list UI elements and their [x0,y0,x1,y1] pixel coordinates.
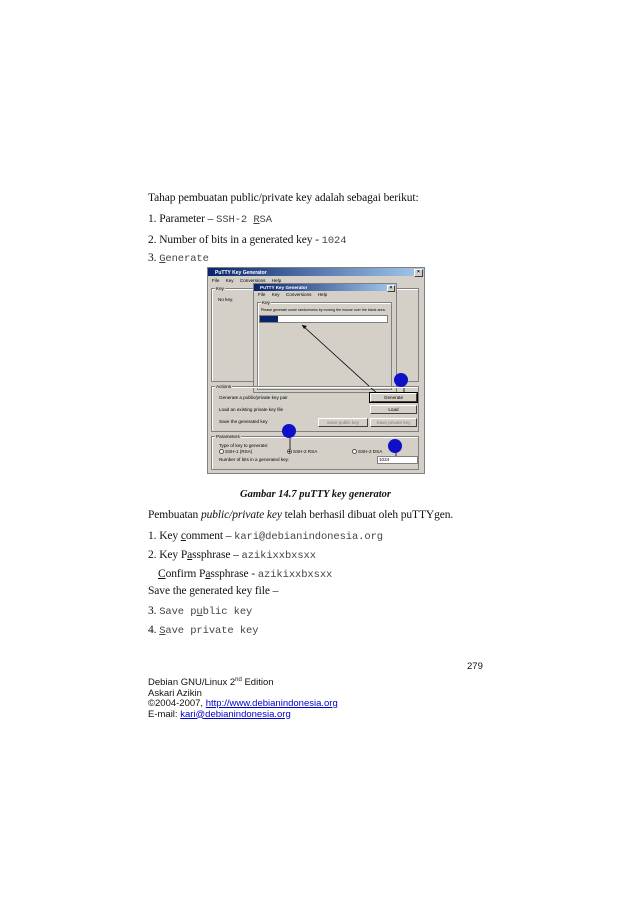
radio-ssh2-rsa[interactable]: SSH-2 RSA [287,449,317,454]
step-generate-value: Generate [159,253,209,265]
step-generate: 3. Generate [148,252,209,265]
footer-author: Askari Azikin [148,687,202,699]
save-public-value: Save public key [159,606,253,618]
menu-help[interactable]: Help [271,278,282,283]
actions-group-label: Actions [216,384,232,389]
parameters-group [211,436,419,470]
save-public-line: 3. Save public key [148,605,253,618]
inner-menu-conversions[interactable]: Conversions [285,292,312,297]
radio-ssh1[interactable]: SSH-1 (RSA) [219,449,252,454]
step-parameter [148,213,272,226]
generate-button[interactable]: Generate [370,393,417,402]
intro-text: Tahap pembuatan public/private key adalah sebagai berikut: [148,192,419,204]
step-parameter-label: 1. Parameter – [148,213,217,225]
menu-key[interactable]: Key [225,278,234,283]
action-save-text: Save the generated key [219,419,268,424]
load-button[interactable]: Load [370,405,417,414]
radio-ssh1-icon[interactable] [219,449,224,454]
inner-menu-key[interactable]: Key [271,292,280,297]
page-number: 279 [467,661,483,672]
type-label: Type of key to generate: [219,443,269,448]
parameters-group-label: Parameters [216,434,240,439]
inner-menu-help[interactable]: Help [317,292,328,297]
randomness-message: Please generate some randomness by moving the mouse over the blank area. [261,308,386,312]
inner-close-icon[interactable]: × [387,285,395,292]
inner-key-group-label: Key [262,300,270,305]
menu-conversions[interactable]: Conversions [239,278,266,283]
key-comment-line: 1. Key comment – kari@debianindonesia.org [148,530,383,543]
bits-label: Number of bits in a generated key: [219,457,290,462]
confirm-passphrase-value: azikixxbxsxx [257,569,333,581]
result-paragraph: Pembuatan public/private key telah berhasil dibuat oleh puTTYgen. [148,509,454,521]
radio-ssh2-rsa-icon[interactable] [287,449,292,454]
radio-ssh2-dsa-icon[interactable] [352,449,357,454]
footer-copyright: ©2004-2007, http://www.debianindonesia.org [148,698,338,710]
footer-email-link[interactable]: kari@debianindonesia.org [180,708,291,720]
save-private-line: 4. Save private key [148,624,259,637]
action-generate-text: Generate a public/private key pair [219,395,288,400]
result-emphasis: public/private key [200,509,282,521]
footer-url-link[interactable]: http://www.debianindonesia.org [205,698,338,710]
step-bits [148,234,346,247]
footer-email: E-mail: kari@debianindonesia.org [148,708,291,720]
footer [148,675,338,720]
key-group-label: Key [216,286,224,291]
close-icon[interactable]: × [414,269,423,277]
bits-input[interactable]: 1024 [377,456,418,464]
window-title: PuTTY Key Generator [215,269,267,276]
footer-edition: Debian GNU/Linux 2nd Edition [148,677,274,689]
key-comment-value: kari@debianindonesia.org [234,531,383,543]
key-passphrase-line: 2. Key Passphrase – azikixxbxsxx [148,549,316,562]
action-load-text: Load an existing private key file [219,407,284,412]
save-public-key-button[interactable]: Save public key [318,418,368,427]
inner-menu-file[interactable]: File [258,292,266,297]
figure-caption: Gambar 14.7 puTTY key generator [240,489,391,500]
save-private-value: Save private key [159,625,259,637]
radio-ssh2-dsa[interactable]: SSH-2 DSA [352,449,382,454]
menu-file[interactable]: File [212,278,220,283]
step-parameter-value: SSH-2 RSA [216,214,272,226]
marker-type [282,424,296,438]
actions-group [211,386,419,432]
confirm-passphrase-line: Confirm Passphrase - azikixxbxsxx [158,568,333,581]
no-key-text: No key. [218,297,234,302]
step-bits-label: 2. Number of bits in a generated key - [148,234,322,246]
inner-title: PuTTY Key Generator [260,285,308,290]
key-passphrase-value: azikixxbxsxx [241,550,316,562]
step-bits-value: 1024 [321,235,347,247]
save-private-key-button[interactable]: Save private key [370,418,417,427]
marker-bits [388,439,402,453]
save-file-line: Save the generated key file – [148,585,279,597]
marker-generate [394,373,408,387]
